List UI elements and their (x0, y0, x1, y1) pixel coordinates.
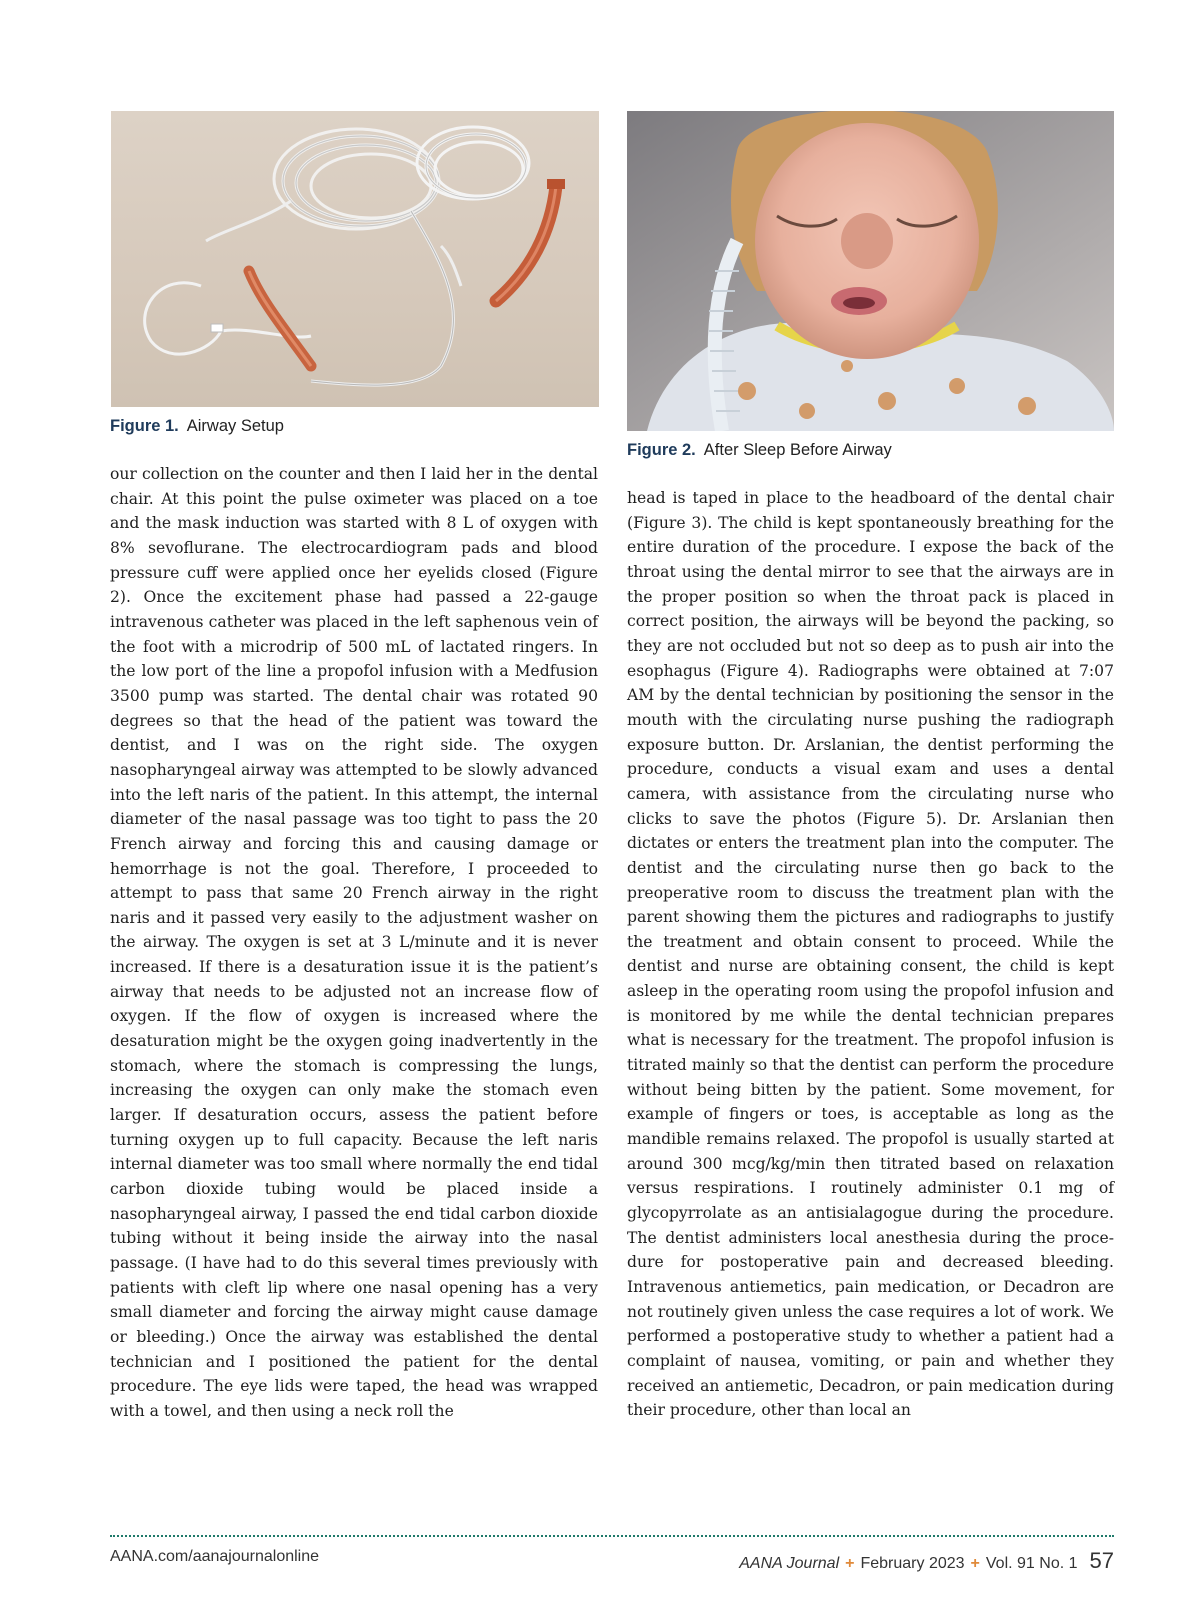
plus-separator-icon: + (845, 1555, 855, 1572)
right-column-paragraph: head is taped in place to the headboard of the dental chair (Figure 3). The child is kept spontaneously breathing for the entire duration of the procedure. I expose the back of the throat using the dental mirror to see that the airways are in the proper position so when the throat pack is placed in correct position, the airways will be beyond the packing, so they are not occluded but not so deep as to push air into the esophagus (Figure 4). Radiographs were obtained at 7:07 AM by the dental technician by positioning the sensor in the mouth with the circulating nurse pushing the radiograph exposure button. Dr. Arslanian, the dentist performing the procedure, conducts a visual exam and uses a dental camera, with assistance from the circulating nurse who clicks to save the photos (Figure 5). Dr. Arslanian then dictates or enters the treatment plan into the computer. The dentist and the circulating nurse then go back to the preoperative room to discuss the treatment plan with the parent showing them the pictures and radiographs to justify the treatment and obtain consent to proceed. While the dentist and nurse are obtaining consent, the child is kept asleep in the operating room using the propofol infusion and is monitored by me while the dental technician prepares what is necessary for the treatment. The propofol infusion is titrated mainly so that the dentist can perform the procedure without being bitten by the patient. Some movement, for example of fingers or toes, is acceptable as long as the mandible remains relaxed. The propofol is usually started at around 300 mcg/kg/min then titrated based on relaxation versus respirations. I routinely administer 0.1 mg of glycopyrrolate as an antisialagogue during the procedure. The dentist administers local anesthesia during the procedure for postoperative pain and decreased bleeding. Intravenous antiemetics, pain medication, or Decadron are not routinely given unless the case requires a lot of work. We performed a postoperative study to whether a patient had a complaint of nausea, vomiting, or pain and whether they received an antiemetic, Decadron, or pain medication during their procedure, other than local an (627, 489, 1114, 1420)
figure-2-caption-text: After Sleep Before Airway (703, 441, 892, 459)
footer-website[interactable]: AANA.com/aanajournalonline (110, 1548, 320, 1565)
left-column-text (110, 462, 598, 1424)
figure-1-caption-text: Airway Setup (186, 417, 284, 435)
sleeping-child-illustration (627, 111, 1114, 431)
airway-setup-illustration (111, 111, 599, 407)
footer-citation (739, 1548, 1114, 1574)
figure-2-caption (627, 441, 892, 460)
footer-date: February 2023 (860, 1555, 965, 1572)
figure-2-photo (627, 111, 1114, 431)
footer-divider (110, 1535, 1114, 1537)
figure-1-label: Figure 1. (110, 417, 179, 435)
footer-volume: Vol. 91 No. 1 (985, 1555, 1078, 1572)
footer-journal: AANA Journal (739, 1555, 840, 1572)
figure-2-label: Figure 2. (627, 441, 696, 459)
plus-separator-icon: + (970, 1555, 980, 1572)
right-column-text (627, 486, 1114, 1423)
page-number: 57 (1089, 1548, 1114, 1573)
left-column-paragraph: our collection on the counter and then I laid her in the dental chair. At this point the pulse oximeter was placed on a toe and the mask induction was started with 8 L of oxygen with 8% sevoflurane. The electrocardiogram pads and blood pressure cuff were applied once her eyelids closed (Figure 2). Once the excitement phase had passed a 22-gauge intravenous catheter was placed in the left saphenous vein of the foot with a microdrip of 500 mL of lactated ringers. In the low port of the line a propofol infusion with a Medfusion 3500 pump was started. The dental chair was rotated 90 degrees so that the head of the patient was toward the dentist, and I was on the right side. The oxygen nasopharyngeal airway was attempted to be slowly advanced into the left naris of the patient. In this attempt, the internal diameter of the nasal passage was too tight to pass the 20 French airway and forcing this and causing damage or hemorrhage is not the goal. Therefore, I proceeded to attempt to pass that same 20 French airway in the right naris and it passed very easily to the adjustment washer on the airway. The oxygen is set at 3 L/minute and it is never increased. If there is a desaturation issue it is the patient’s airway that needs to be adjusted not an increase flow of oxygen. If the flow of oxygen is increased where the desaturation might be the oxygen going inadvertently in the stomach, where the stomach is compressing the lungs, increasing the oxygen can only make the stomach even larger. If desaturation occurs, assess the patient before turning oxygen up to full capacity. Because the left naris internal diameter was too small where normally the end tidal carbon dioxide tubing would be placed inside a nasopharyngeal airway, I passed the end tidal carbon dioxide tubing without it being inside the airway into the nasal passage. (I have had to do this several times previously with patients with cleft lip where one nasal opening has a very small diameter and forcing the airway might cause damage or bleeding.) Once the airway was established the dental technician and I positioned the patient for the dental procedure. The eye lids were taped, the head was wrapped with a towel, and then using a neck roll the (110, 465, 598, 1420)
figure-1-photo (111, 111, 599, 407)
figure-1-caption (110, 417, 284, 436)
